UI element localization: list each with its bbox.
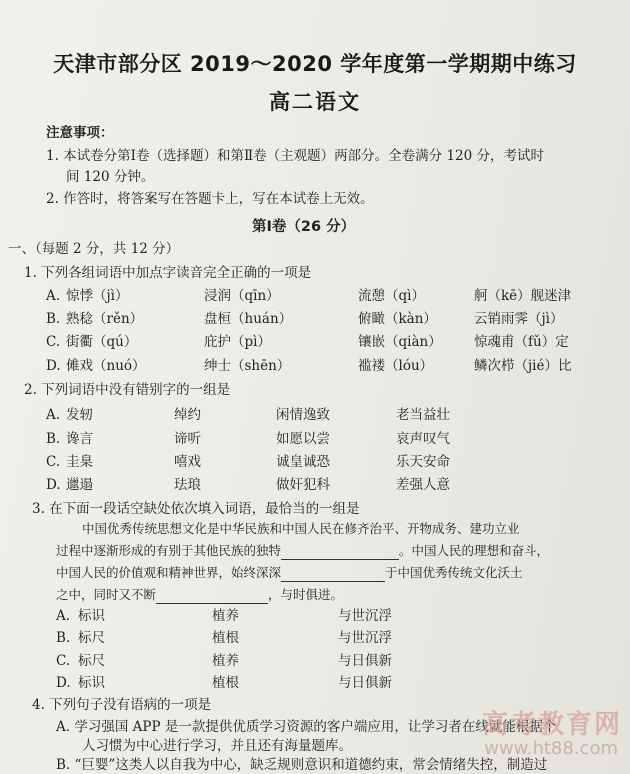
- exam-title: 天津市部分区 2019～2020 学年度第一学期期中练习: [53, 52, 577, 76]
- q3-stem: 3. 在下面一段话空缺处依次填入词语，最恰当的一组是: [32, 501, 360, 517]
- q2-option-a[interactable]: A. 发轫 绰约 闲情逸致 老当益壮: [46, 407, 450, 423]
- notes-item-1: 1. 本试卷分第Ⅰ卷（选择题）和第Ⅱ卷（主观题）两部分。全卷满分 120 分，考试时: [46, 148, 545, 164]
- watermark-url: www.ht88.com: [484, 738, 618, 759]
- q4-option-a[interactable]: A. 学习强国 APP 是一款提供优质学习资源的客户端应用，让学习者在线就能根据个: [56, 719, 557, 735]
- q3-passage-line-4: 之中，同时又不断 ，与时俱进。: [56, 587, 344, 602]
- q1-option-d[interactable]: D. 傩戏（nuó） 绅士（shēn） 褴褛（lóu） 鳞次栉（jié）比: [46, 358, 572, 374]
- q3-passage-line-1: 中国优秀传统思想文化是中华民族和中国人民在修齐治平、开物成务、建功立业: [82, 521, 520, 536]
- part-heading: 一、（每题 2 分，共 12 分）: [8, 241, 180, 257]
- q3-option-d[interactable]: D. 标识 植根 与日俱新: [56, 675, 392, 691]
- q1-option-c[interactable]: C. 街衢（qú） 庇护（pì） 镶嵌（qiàn） 惊魂甫（fǔ）定: [46, 334, 569, 350]
- q1-stem: 1. 下列各组词语中加点字读音完全正确的一项是: [24, 265, 312, 281]
- blank-2[interactable]: [281, 567, 385, 582]
- watermark-logo: 高考教育网: [481, 710, 622, 740]
- q3-passage-line-2: 过程中逐渐形成的有别于其他民族的独特 。中国人民的理想和奋斗，: [56, 543, 550, 558]
- q2-stem: 2. 下列词语中没有错别字的一组是: [24, 382, 231, 398]
- q3-option-c[interactable]: C. 标尺 植养 与日俱新: [56, 653, 392, 669]
- q4-stem: 4. 下列句子没有语病的一项是: [32, 697, 212, 713]
- q4-option-a-cont: 人习惯为中心进行学习，并且还有海量题库。: [82, 738, 352, 754]
- q2-option-d[interactable]: D. 邋遢 珐琅 做奸犯科 差强人意: [46, 477, 450, 493]
- q3-option-b[interactable]: B. 标尺 植根 与世沉浮: [56, 630, 392, 646]
- q3-option-a[interactable]: A. 标识 植养 与世沉浮: [56, 608, 392, 624]
- q2-option-b[interactable]: B. 谗言 谛听 如愿以尝 哀声叹气: [46, 431, 450, 447]
- exam-subject: 高二语文: [269, 90, 361, 114]
- q2-option-c[interactable]: C. 圭臬 嘻戏 诚皇诚恐 乐天安命: [46, 454, 450, 470]
- notes-item-2: 2. 作答时，将答案写在答题卡上，写在本试卷上无效。: [46, 191, 374, 207]
- blank-3[interactable]: [156, 589, 268, 604]
- q1-option-b[interactable]: B. 熟稔（rěn） 盘桓（huán） 俯瞰（kàn） 云销雨霁（jì）: [46, 311, 564, 327]
- notes-item-1-cont: 间 120 分钟。: [66, 169, 155, 185]
- q4-option-b[interactable]: B. “巨婴”这类人以自我为中心，缺乏规则意识和道德约束，常会情绪失控，制造过: [56, 757, 548, 773]
- notes-heading: 注意事项：: [46, 125, 114, 141]
- q1-option-a[interactable]: A. 惊悸（jì） 浸润（qīn） 流憩（qì） 舸（kē）舰迷津: [46, 288, 572, 304]
- blank-1[interactable]: [281, 545, 399, 560]
- q3-passage-line-3: 中国人民的价值观和精神世界，始终深深 于中国优秀传统文化沃土: [56, 565, 523, 580]
- section-title: 第Ⅰ卷（26 分）: [252, 219, 356, 235]
